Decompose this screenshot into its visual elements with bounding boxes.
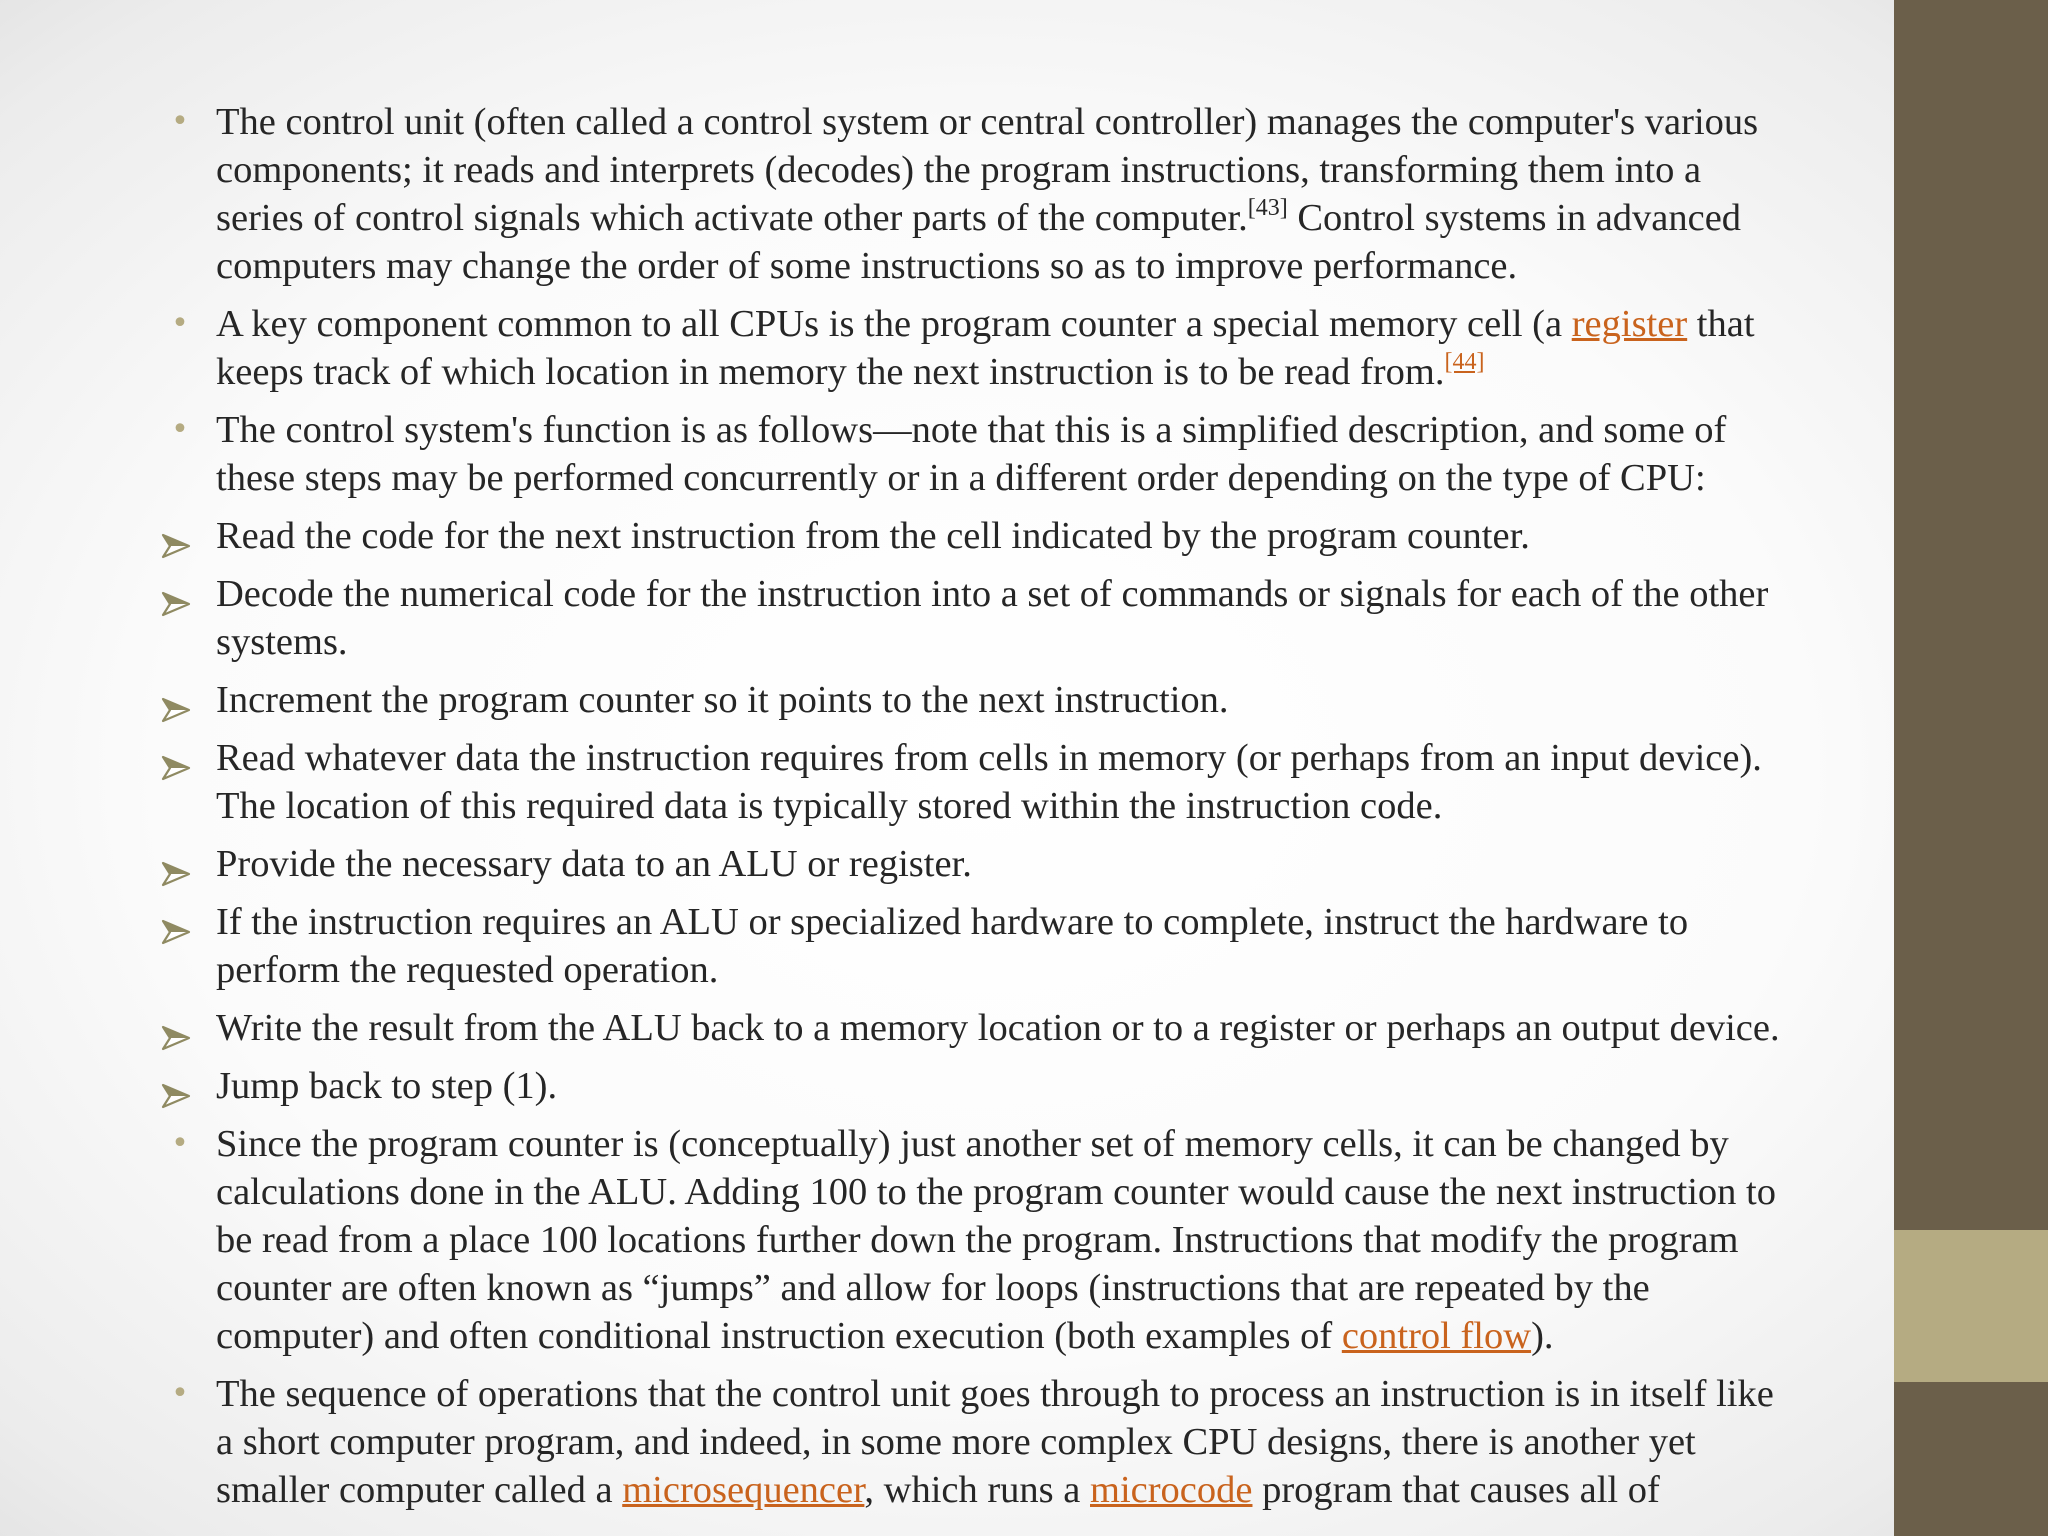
- item-text: A key component common to all CPUs is the program counter a special memory cell (a: [216, 303, 1572, 345]
- arrow-list-item: [216, 676, 1791, 724]
- bullet-dot-icon: •: [171, 1376, 189, 1411]
- bullet-dot-icon: •: [171, 104, 189, 139]
- bullet-list-item: [171, 406, 1791, 502]
- bullet-list-item: [171, 1120, 1791, 1360]
- arrow-bullet-icon: [160, 745, 192, 771]
- link-register[interactable]: register: [1571, 303, 1688, 345]
- sidebar-accent-block: [1894, 1230, 2048, 1382]
- item-text: that keeps track of which location in memory the next instruction is to be read from.: [216, 303, 1755, 393]
- arrow-list-item: [216, 1062, 1791, 1110]
- slide-sidebar: [1894, 0, 2048, 1536]
- bullet-list-item: [171, 300, 1791, 396]
- item-text: Decode the numerical code for the instruction into a set of commands or signals for each of the other systems.: [216, 573, 1769, 663]
- item-text: Write the result from the ALU back to a memory location or to a register or perhaps an output device.: [216, 1007, 1780, 1049]
- arrow-list-item: [216, 1004, 1791, 1052]
- item-text: Read whatever data the instruction requires from cells in memory (or perhaps from an input device). The location of this required data is typically stored within the instruction code.: [216, 737, 1762, 827]
- arrow-list-item: [216, 570, 1791, 666]
- bullet-dot-icon: •: [171, 306, 189, 341]
- item-text: , which runs a: [864, 1469, 1090, 1511]
- arrow-bullet-icon: [160, 909, 192, 935]
- item-text: ).: [1531, 1315, 1554, 1357]
- arrow-bullet-icon: [160, 851, 192, 877]
- item-text: The control system's function is as follows—note that this is a simplified description, and some of these steps may be performed concurrently or in a different order depending on the type of CPU:: [216, 409, 1727, 499]
- arrow-list-item: [216, 512, 1791, 560]
- arrow-bullet-icon: [160, 687, 192, 713]
- bullet-list-item: [171, 1370, 1791, 1514]
- item-text: Jump back to step (1).: [216, 1065, 558, 1107]
- item-text: Since the program counter is (conceptually) just another set of memory cells, it can be changed by calculations done in the ALU. Adding 100 to the program counter would cause the next instruction to be read from a place 100 locations further down the program. Instructions that modify the program counter are often known as “jumps” and allow for loops (instructions that are repeated by the computer) and often conditional instruction execution (both examples of: [216, 1123, 1776, 1357]
- arrow-list-item: [216, 840, 1791, 888]
- item-text: Increment the program counter so it points to the next instruction.: [216, 679, 1229, 721]
- item-text: Provide the necessary data to an ALU or register.: [216, 843, 972, 885]
- item-text: If the instruction requires an ALU or specialized hardware to complete, instruct the hardware to perform the requested operation.: [216, 901, 1689, 991]
- link-control-flow[interactable]: control flow: [1341, 1315, 1532, 1357]
- link-microsequencer[interactable]: microsequencer: [622, 1469, 865, 1511]
- citation-link[interactable]: [44]: [1444, 349, 1485, 375]
- bullet-list-item: [171, 98, 1791, 290]
- item-text: Read the code for the next instruction from the cell indicated by the program counter.: [216, 515, 1530, 557]
- arrow-bullet-icon: [160, 1073, 192, 1099]
- citation-marker: [43]: [1247, 195, 1288, 221]
- item-text: The control unit (often called a control system or central controller) manages the computer's various components; it reads and interprets (decodes) the program instructions, transforming them into a series of control signals which activate other parts of the computer.: [216, 101, 1759, 239]
- arrow-bullet-icon: [160, 581, 192, 607]
- slide-body: [0, 98, 1894, 1536]
- bullet-dot-icon: •: [171, 412, 189, 447]
- item-text: The sequence of operations that the control unit goes through to process an instruction is in itself like a short computer program, and indeed, in some more complex CPU designs, there is another yet smaller computer called a: [216, 1373, 1774, 1511]
- bullet-dot-icon: •: [171, 1126, 189, 1161]
- item-text: Control systems in advanced computers may change the order of some instructions so as to improve performance.: [216, 197, 1742, 287]
- item-text: program that causes all of: [1252, 1469, 1660, 1511]
- link-microcode[interactable]: microcode: [1090, 1469, 1253, 1511]
- arrow-bullet-icon: [160, 523, 192, 549]
- arrow-list-item: [216, 898, 1791, 994]
- arrow-bullet-icon: [160, 1015, 192, 1041]
- arrow-list-item: [216, 734, 1791, 830]
